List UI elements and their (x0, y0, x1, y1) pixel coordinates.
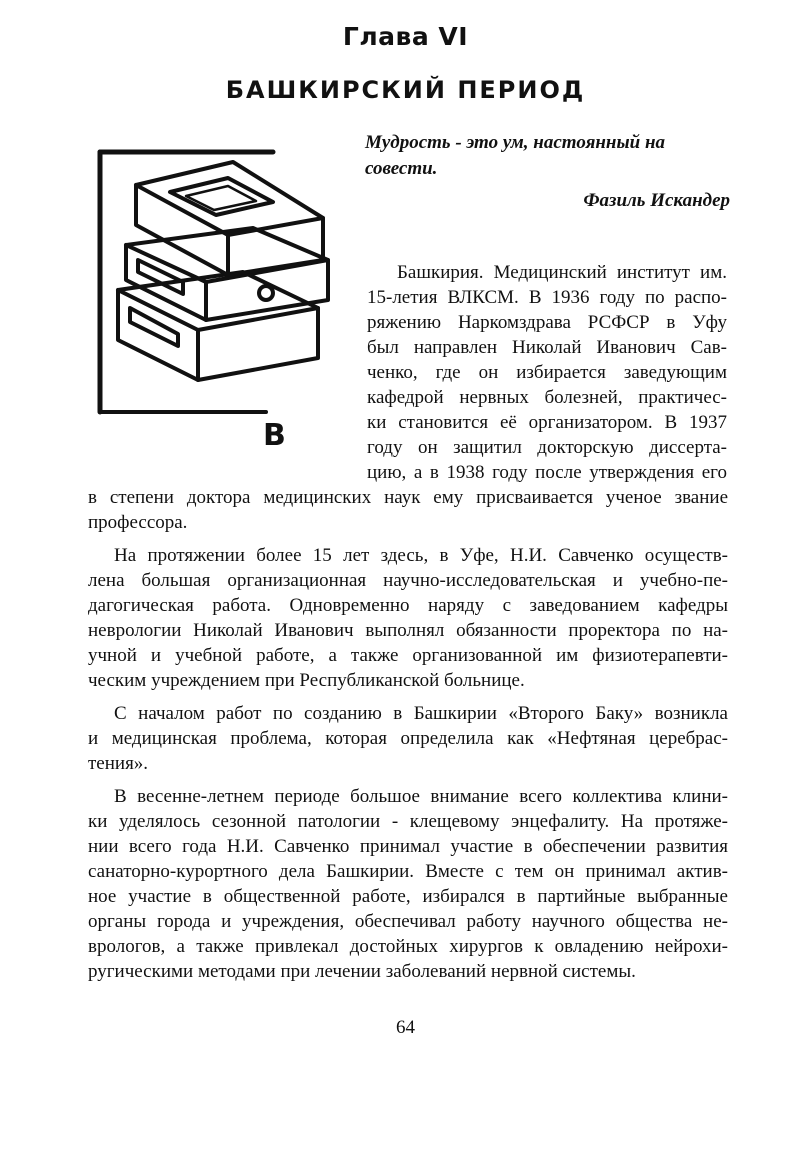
body-text (88, 485, 728, 984)
text-line: году он защитил докторскую диссерта- (367, 437, 727, 458)
chapter-title: БАШКИРСКИЙ ПЕРИОД (225, 76, 586, 104)
text-line: На протяжении более 15 лет здесь, в Уфе, Н.И. Савченко осуществ- (114, 545, 728, 566)
text-line: С началом работ по созданию в Башкирии «Второго Баку» возникла (114, 703, 728, 724)
text-line: ное участие в общественной работе, избирался в партийные выбранные (88, 886, 728, 907)
text-line: врологов, а также привлекал достойных хирургов к овладению нейрохи- (88, 936, 728, 957)
text-line: тения». (88, 753, 149, 774)
chapter-heading: Глава VI (342, 22, 469, 51)
text-line: и медицинская проблема, которая определила как «Нефтяная церебрас- (88, 728, 728, 749)
text-line: лена большая организационная научно-исследовательская и учебно-пе- (88, 570, 728, 591)
epigraph (365, 130, 730, 214)
text-line: ки уделялось сезонной патологии - клещевому энцефалиту. На протяже- (88, 811, 728, 832)
text-line: был направлен Николай Иванович Сав- (367, 337, 727, 358)
monogram: В (263, 418, 286, 453)
epigraph-author: Фазиль Искандер (583, 190, 730, 211)
text-line: ряжению Наркомздрава РСФСР в Уфу (367, 312, 727, 333)
books-illustration (88, 140, 368, 460)
text-line: учной и учебной работе, а также организованной им физиотерапевти- (88, 645, 728, 666)
text-line: ругическими методами при лечении заболеваний нервной системы. (88, 961, 636, 982)
text-line: кафедрой нервных болезней, практичес- (367, 387, 727, 408)
text-line: ченко, где он избирается заведующим (367, 362, 727, 383)
text-line: нии всего года Н.И. Савченко принимал участие в обеспечении развития (88, 836, 728, 857)
text-line: Башкирия. Медицинский институт им. (397, 262, 727, 283)
epigraph-line: Мудрость - это ум, настоянный на (365, 132, 666, 153)
text-line: цию, а в 1938 году после утверждения его (367, 462, 727, 483)
text-line: В весенне-летнем периоде большое внимание всего коллектива клини- (114, 786, 728, 807)
text-line: органы города и учреждения, обеспечивал работу научного общества не- (88, 911, 728, 932)
wrapped-paragraph (367, 260, 727, 485)
text-line: санаторно-курортного дела Башкирии. Вместе с тем он принимал актив- (88, 861, 728, 882)
text-line: профессора. (88, 512, 188, 533)
text-line: ческим учреждением при Республиканской больнице. (88, 670, 525, 691)
page-number: 64 (396, 1017, 415, 1038)
text-line: дагогическая работа. Одновременно наряду с заведованием кафедры (88, 595, 728, 616)
text-line: ки становится её организатором. В 1937 (367, 412, 727, 433)
epigraph-line: совести. (365, 158, 438, 179)
text-line: 15-летия ВЛКСМ. В 1936 году по распо- (367, 287, 727, 308)
text-line: в степени доктора медицинских наук ему присваивается ученое звание (88, 487, 728, 508)
text-line: неврологии Николай Иванович выполнял обязанности проректора по на- (88, 620, 728, 641)
